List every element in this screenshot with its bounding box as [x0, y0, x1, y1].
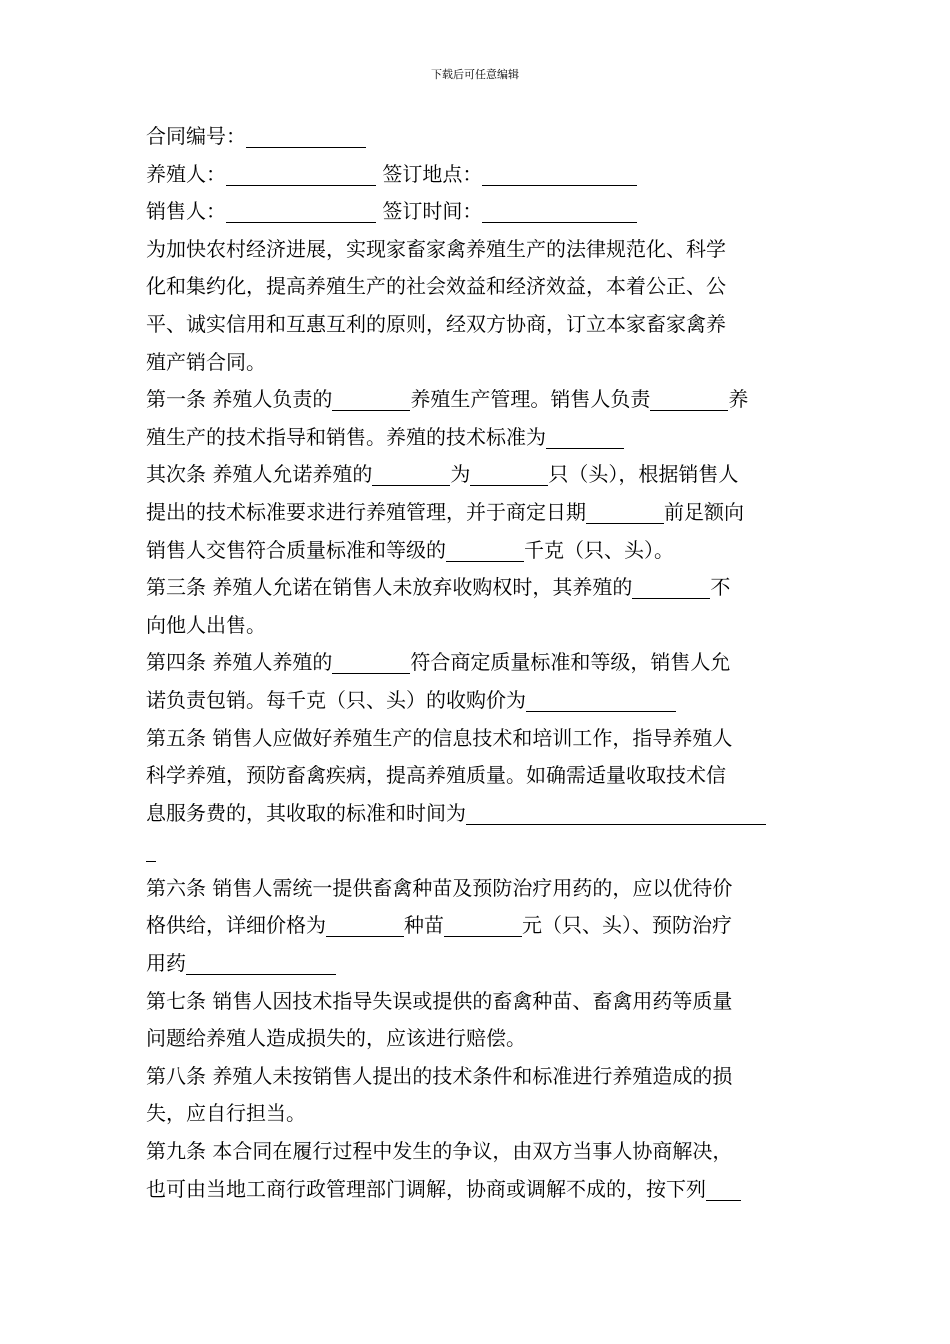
article-4-line-1 — [146, 644, 810, 682]
article-5-line-2: 科学养殖，预防畜禽疾病，提高养殖质量。如确需适量收取技术信 — [146, 763, 726, 788]
article-6-text: 格供给，详细价格为 — [146, 913, 326, 938]
article-5-line-1: 第五条 销售人应做好养殖生产的信息技术和培训工作，指导养殖人 — [146, 725, 733, 750]
article-6-line-1: 第六条 销售人需统一提供畜禽种苗及预防治疗用药的，应以优待价 — [146, 875, 733, 900]
article-1-text: 殖生产的技术指导和销售。养殖的技术标准为 — [146, 424, 546, 449]
article-9-line-2 — [146, 1171, 810, 1209]
article-6-blank[interactable] — [326, 915, 404, 937]
article-2-text: 其次条 养殖人允诺养殖的 — [146, 462, 373, 487]
article-4-text: 符合商定质量标准和等级，销售人允 — [410, 650, 731, 675]
article-8-line-1: 第八条 养殖人未按销售人提出的技术条件和标准进行养殖造成的损 — [146, 1063, 733, 1088]
article-5-line-4 — [146, 832, 810, 870]
article-2-line-2 — [146, 494, 810, 532]
article-1-text: 养殖生产管理。销售人负责 — [410, 387, 651, 412]
preamble-line-3: 平、诚实信用和互惠互利的原则，经双方协商，订立本家畜家禽养 — [146, 311, 726, 336]
seller-label: 销售人： — [146, 199, 226, 224]
contract-body — [146, 118, 810, 1208]
article-2-text: 前足额向 — [664, 499, 744, 524]
article-8-line-2: 失，应自行担当。 — [146, 1101, 306, 1126]
seller-blank[interactable] — [226, 201, 376, 223]
article-1-blank[interactable] — [546, 427, 624, 449]
article-1-text: 第一条 养殖人负责的 — [146, 387, 333, 412]
article-2-text: 提出的技术标准要求进行养殖管理，并于商定日期 — [146, 499, 586, 524]
article-4-text: 第四条 养殖人养殖的 — [146, 650, 333, 675]
article-5-line-3 — [146, 795, 810, 833]
article-6-text: 元（只、头）、预防治疗 — [522, 913, 732, 938]
article-2-blank[interactable] — [586, 502, 664, 524]
article-6-line-2 — [146, 907, 810, 945]
article-1-text: 养 — [728, 387, 749, 412]
article-5-text: 息服务费的，其收取的标准和时间为 — [146, 800, 466, 825]
sign-time-blank[interactable] — [482, 201, 637, 223]
sign-time-label: 签订时间： — [382, 199, 483, 224]
breeder-label: 养殖人： — [146, 161, 226, 186]
article-2-blank[interactable] — [446, 540, 524, 562]
article-6-blank[interactable] — [444, 915, 522, 937]
article-4-blank[interactable] — [332, 652, 410, 674]
article-6-line-3 — [146, 945, 810, 983]
article-3-text: 第三条 养殖人允诺在销售人未放弃收购权时，其养殖的 — [146, 575, 633, 600]
article-2-text: 销售人交售符合质量标准和等级的 — [146, 537, 446, 562]
article-1-line-1 — [146, 381, 810, 419]
preamble-line-4: 殖产销合同。 — [146, 349, 266, 374]
article-9-blank[interactable] — [706, 1179, 741, 1201]
sign-place-blank[interactable] — [482, 164, 637, 186]
sign-place-label: 签订地点： — [382, 161, 483, 186]
contract-no-label: 合同编号： — [146, 124, 246, 148]
article-5-blank-tail[interactable] — [146, 840, 156, 862]
preamble-line-1: 为加快农村经济进展，实现家畜家禽养殖生产的法律规范化、科学 — [146, 236, 726, 261]
article-4-blank[interactable] — [526, 690, 676, 712]
article-9-text: 也可由当地工商行政管理部门调解，协商或调解不成的，按下列 — [146, 1176, 706, 1201]
article-6-blank[interactable] — [186, 953, 336, 975]
contract-no-line — [146, 118, 810, 156]
article-9-line-1: 第九条 本合同在履行过程中发生的争议，由双方当事人协商解决， — [146, 1139, 733, 1164]
article-2-text: 为 — [450, 462, 471, 487]
article-7-line-2: 问题给养殖人造成损失的，应该进行赔偿。 — [146, 1026, 526, 1051]
article-2-blank[interactable] — [372, 464, 450, 486]
article-4-line-2 — [146, 682, 810, 720]
preamble-line-2: 化和集约化，提高养殖生产的社会效益和经济效益，本着公正、公 — [146, 274, 726, 299]
article-3-blank[interactable] — [632, 577, 710, 599]
contract-no-blank[interactable] — [246, 126, 366, 148]
page-header-note: 下载后可任意编辑 — [431, 68, 519, 81]
article-2-text: 千克（只、头）。 — [524, 537, 674, 562]
article-4-text: 诺负责包销。每千克（只、头）的收购价为 — [146, 687, 526, 712]
article-6-text: 用药 — [146, 951, 186, 976]
article-6-text: 种苗 — [404, 913, 444, 938]
article-2-blank[interactable] — [470, 464, 548, 486]
seller-line — [146, 193, 810, 231]
article-2-line-1 — [146, 456, 810, 494]
article-1-line-2 — [146, 419, 810, 457]
article-1-blank[interactable] — [650, 389, 728, 411]
article-1-blank[interactable] — [332, 389, 410, 411]
article-2-text: 只（头），根据销售人 — [548, 462, 739, 487]
breeder-blank[interactable] — [226, 164, 376, 186]
article-3-line-1 — [146, 569, 810, 607]
article-7-line-1: 第七条 销售人因技术指导失误或提供的畜禽种苗、畜禽用药等质量 — [146, 988, 733, 1013]
article-3-line-2: 向他人出售。 — [146, 612, 266, 637]
article-5-blank[interactable] — [466, 803, 766, 825]
article-3-text: 不 — [710, 575, 731, 600]
breeder-line — [146, 156, 810, 194]
article-2-line-3 — [146, 532, 810, 570]
